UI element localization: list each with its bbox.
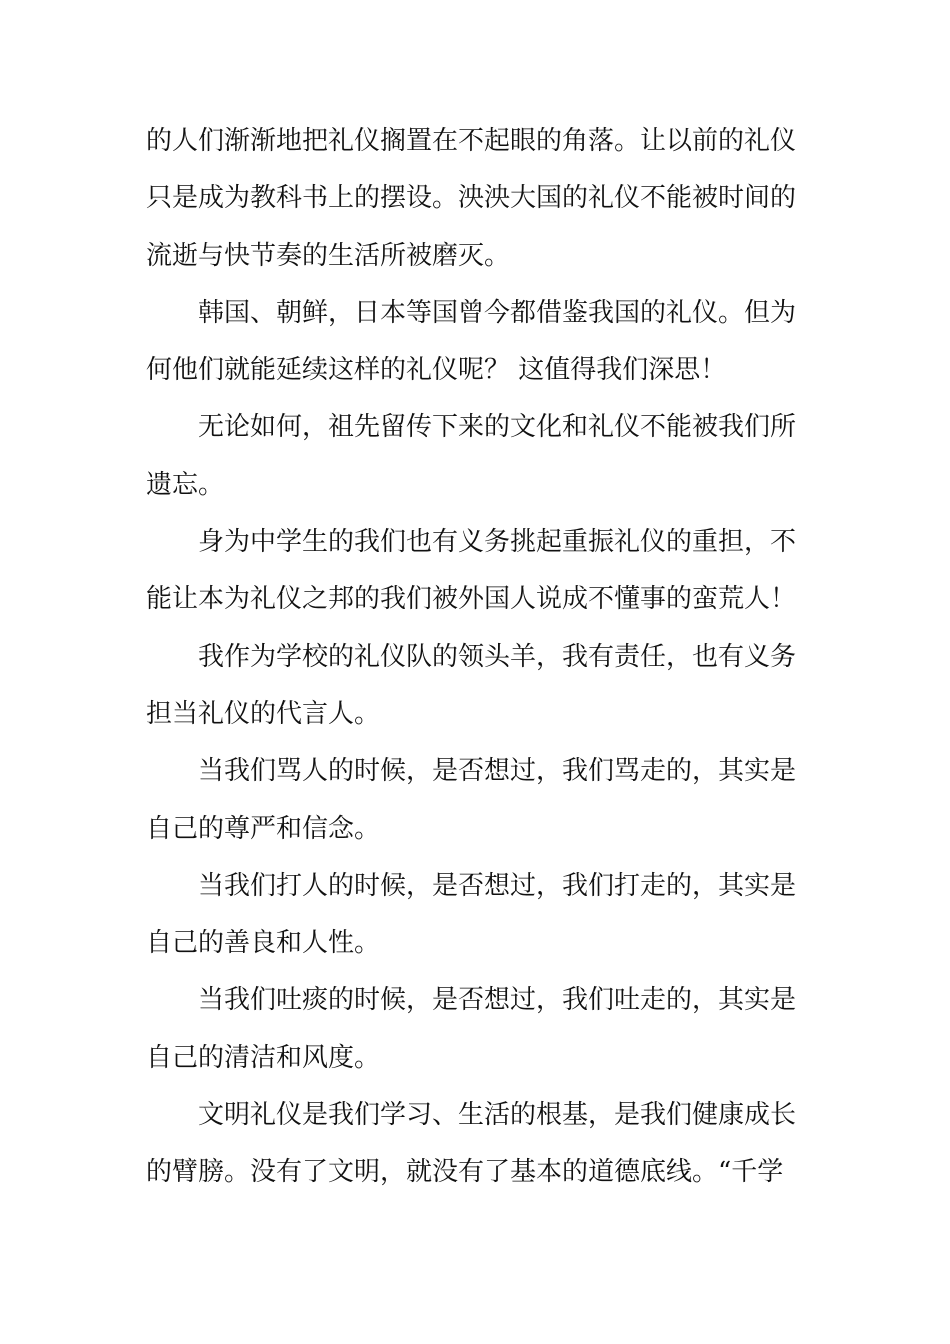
text-line: 遗忘。 [146, 469, 225, 500]
paragraph-first-line: 我作为学校的礼仪队的领头羊，我有责任，也有义务 [198, 641, 797, 672]
text-line: 何他们就能延续这样的礼仪呢？ 这值得我们深思！ [146, 355, 727, 386]
text-line: 流逝与快节奏的生活所被磨灭。 [146, 240, 511, 271]
text-line: 自己的尊严和信念。 [146, 813, 381, 844]
document-text-body [146, 113, 808, 1202]
paragraph-first-line: 身为中学生的我们也有义务挑起重振礼仪的重担，不 [198, 527, 797, 558]
text-line: 能让本为礼仪之邦的我们被外国人说成不懂事的蛮荒人！ [146, 584, 797, 615]
text-line: 的臂膀。没有了文明，就没有了基本的道德底线。“千学 [146, 1157, 784, 1188]
text-line: 自己的善良和人性。 [146, 928, 381, 959]
text-line: 担当礼仪的代言人。 [146, 698, 381, 729]
text-line: 自己的清洁和风度。 [146, 1042, 381, 1073]
text-line: 的人们渐渐地把礼仪搁置在不起眼的角落。让以前的礼仪 [146, 126, 797, 156]
paragraph-first-line: 韩国、朝鲜，日本等国曾今都借鉴我国的礼仪。但为 [198, 297, 797, 328]
paragraph-first-line: 当我们打人的时候，是否想过，我们打走的，其实是 [198, 870, 797, 901]
paragraph-first-line: 当我们骂人的时候，是否想过，我们骂走的，其实是 [198, 756, 797, 787]
paragraph-first-line: 文明礼仪是我们学习、生活的根基，是我们健康成长 [198, 1100, 797, 1131]
paragraph-first-line: 无论如何，祖先留传下来的文化和礼仪不能被我们所 [198, 412, 797, 443]
paragraph-first-line: 当我们吐痰的时候，是否想过，我们吐走的，其实是 [198, 985, 797, 1016]
text-line: 只是成为教科书上的摆设。泱泱大国的礼仪不能被时间的 [146, 183, 797, 214]
